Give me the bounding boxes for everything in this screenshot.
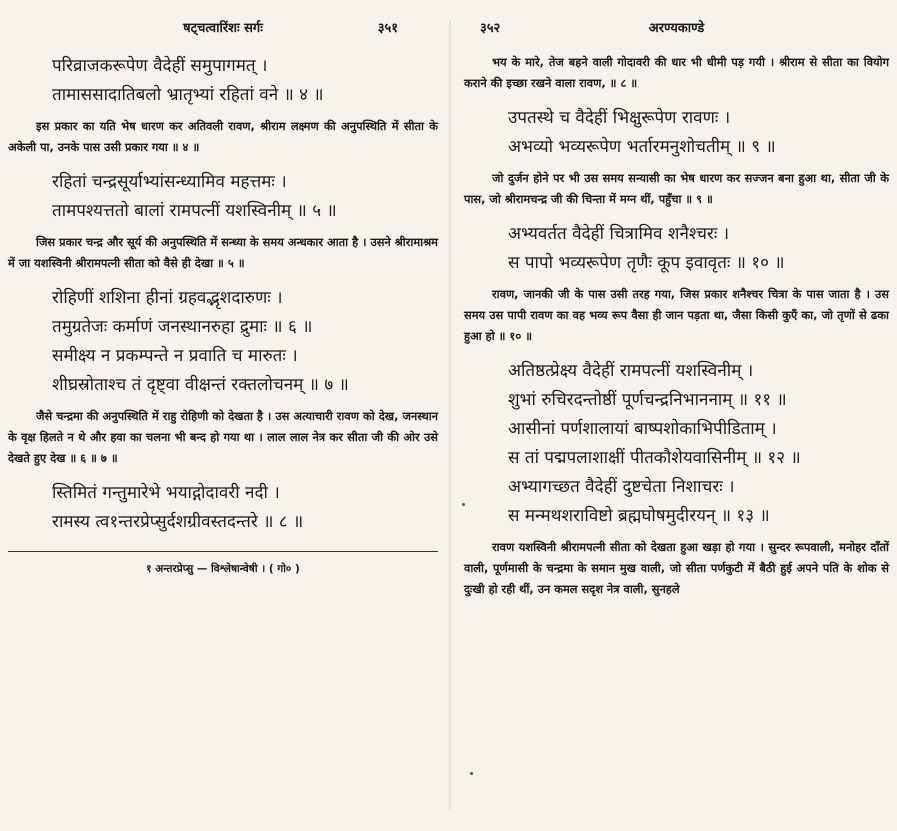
verse-line: आसीनां पर्णशालायां बाष्पशोकाभिपीडिताम् । — [508, 419, 777, 439]
verse-line: शुभां रुचिरदन्तोष्ठीं पूर्णचन्द्रनिभाननाम् ॥ ११ ॥ — [508, 390, 787, 410]
verse-block — [464, 220, 889, 347]
print-speck — [470, 772, 473, 775]
verse-line: रामस्य त्व१न्तरप्रेप्सुर्दशग्रीवस्तदन्तरे ॥ ८ ॥ — [52, 512, 304, 532]
verse-line: अतिष्ठत्प्रेक्ष्य वैदेहीं रामपत्नीं यशस्विनीम् । — [508, 361, 754, 381]
translation: रावण, जानकी जी के पास उसी तरह गया, जिस प्रकार शनैश्चर चित्रा के पास जाता है । उस समय उस पापी रावण का वह भव्य रूप वैसा ही जान पड़ता था, जैसा किसी कुएँ का, जो तृणों से ढका हुआ हो ॥ १० ॥ — [464, 287, 889, 343]
verse-block — [464, 104, 889, 210]
verse-block — [8, 479, 438, 537]
right-page — [454, 0, 897, 831]
verse-block — [8, 284, 438, 469]
verse-line: शीघ्रस्रोताश्च तं दृष्ट्वा वीक्षन्तं रक्तलोचनम् ॥ ७ ॥ — [52, 375, 349, 395]
left-page — [0, 0, 448, 831]
print-speck — [462, 503, 465, 506]
verse-line: स मन्मथशराविष्टो ब्रह्मघोषमुदीरयन् ॥ १३ ॥ — [508, 506, 770, 526]
verse-line: उपतस्थे च वैदेहीं भिक्षुरूपेण रावणः । — [508, 108, 731, 128]
verse-line: तामपश्यत्ततो बालां रामपत्नीं यशस्विनीम् ॥ ५ ॥ — [52, 201, 337, 221]
verse-line: अभव्यो भव्यरूपेण भर्तारमनुशोचतीम् ॥ ९ ॥ — [508, 137, 776, 157]
verse-line: स तां पद्मपलाशाक्षीं पीतकौशेयवासिनीम् ॥ १२ ॥ — [508, 448, 801, 468]
verse-line: अभ्यागच्छत वैदेहीं दुष्टचेता निशाचरः । — [508, 477, 735, 497]
verse-block — [8, 52, 438, 158]
translation: जिस प्रकार चन्द्र और सूर्य की अनुपस्थिति में सन्ध्या के समय अन्धकार आता है । उसने श्रीरामाश्रम में जा यशस्विनी श्रीरामपत्नी सीता को वैसे ही देखा ॥ ५ ॥ — [8, 235, 438, 270]
translation: भय के मारे, तेज बहने वाली गोदावरी की धार भी धीमी पड़ गयी । श्रीराम से सीता का वियोग कराने की इच्छा रखने वाला रावण, ॥ ८ ॥ — [464, 55, 889, 90]
verse-line: तमुग्रतेजः कर्माणं जनस्थानरुहा द्रुमाः ॥ ६ ॥ — [52, 317, 313, 337]
translation: जैसे चन्द्रमा की अनुपस्थिति में राहु रोहिणी को देखता है । उस अत्याचारी रावण को देख, जनस्थान के वृक्ष हिलते न थे और हवा का चलना भी बन्द हो गया था । लाल लाल नेत्र कर सीता जी की ओर उसे देखते हुए देख ॥ ६ ॥ ७ ॥ — [8, 409, 438, 465]
verse-line: रोहिणीं शशिना हीनां ग्रहवद्भृशदारुणः । — [52, 288, 283, 308]
translation: इस प्रकार का यति भेष धारण कर अतिवली रावण, श्रीराम लक्ष्मण की अनुपस्थिति में सीता के अकेली पा, उनके पास उसी प्रकार गया ॥ ४ ॥ — [8, 119, 438, 154]
verse-line: परिव्राजकरूपेण वैदेहीं समुपागमत् । — [52, 56, 268, 76]
verse-block — [464, 357, 889, 600]
verse-line: स पापो भव्यरूपेण तृणैः कूप इवावृतः ॥ १० ॥ — [508, 253, 785, 273]
right-page-number: ३५२ — [480, 21, 501, 36]
verse-block — [8, 168, 438, 274]
footnote: १ अन्तरप्रेप्सु — विश्लेषान्वेषी । ( गो० ) — [146, 563, 300, 575]
right-page-title: अरण्यकाण्डे — [648, 21, 705, 36]
verse-line: स्तिमितं गन्तुमारेभे भयाद्गोदावरी नदी । — [52, 483, 280, 503]
left-page-number: ३५१ — [377, 21, 398, 36]
verse-line: समीक्ष्य न प्रकम्पन्ते न प्रवाति च मारुतः । — [52, 346, 298, 366]
page-gutter — [449, 20, 451, 810]
footnote-divider — [8, 551, 438, 552]
left-page-header — [8, 18, 438, 44]
verse-line: अभ्यवर्तत वैदेहीं चित्रामिव शनैश्चरः । — [508, 224, 730, 244]
translation: रावण यशस्विनी श्रीरामपत्नी सीता को देखता हुआ खड़ा हो गया । सुन्दर रूपवाली, मनोहर दाँतों वाली, पूर्णमासी के चन्द्रमा के समान मुख वाली, जो सीता पर्णकुटी में बैठी हुई अपने पति के शोक से दुःखी हो रही थीं, उन कमल सदृश नेत्र वाली, सुनहले — [464, 540, 889, 596]
verse-line: रहितां चन्द्रसूर्याभ्यांसन्ध्यामिव महत्तमः । — [52, 172, 287, 192]
right-page-header — [464, 18, 889, 44]
translation-block — [464, 52, 889, 94]
left-page-title: षट्चत्वारिंशः सर्गः — [183, 21, 263, 36]
translation: जो दुर्जन होने पर भी उस समय सन्यासी का भेष धारण कर सज्जन बना हुआ था, सीता जी के पास, जो श्रीरामचन्द्र जी की चिन्ता में मग्न थीं, पहुँचा ॥ ९ ॥ — [464, 171, 889, 206]
verse-line: तामाससादातिबलो भ्रातृभ्यां रहितां वने ॥ ४ ॥ — [52, 85, 324, 105]
